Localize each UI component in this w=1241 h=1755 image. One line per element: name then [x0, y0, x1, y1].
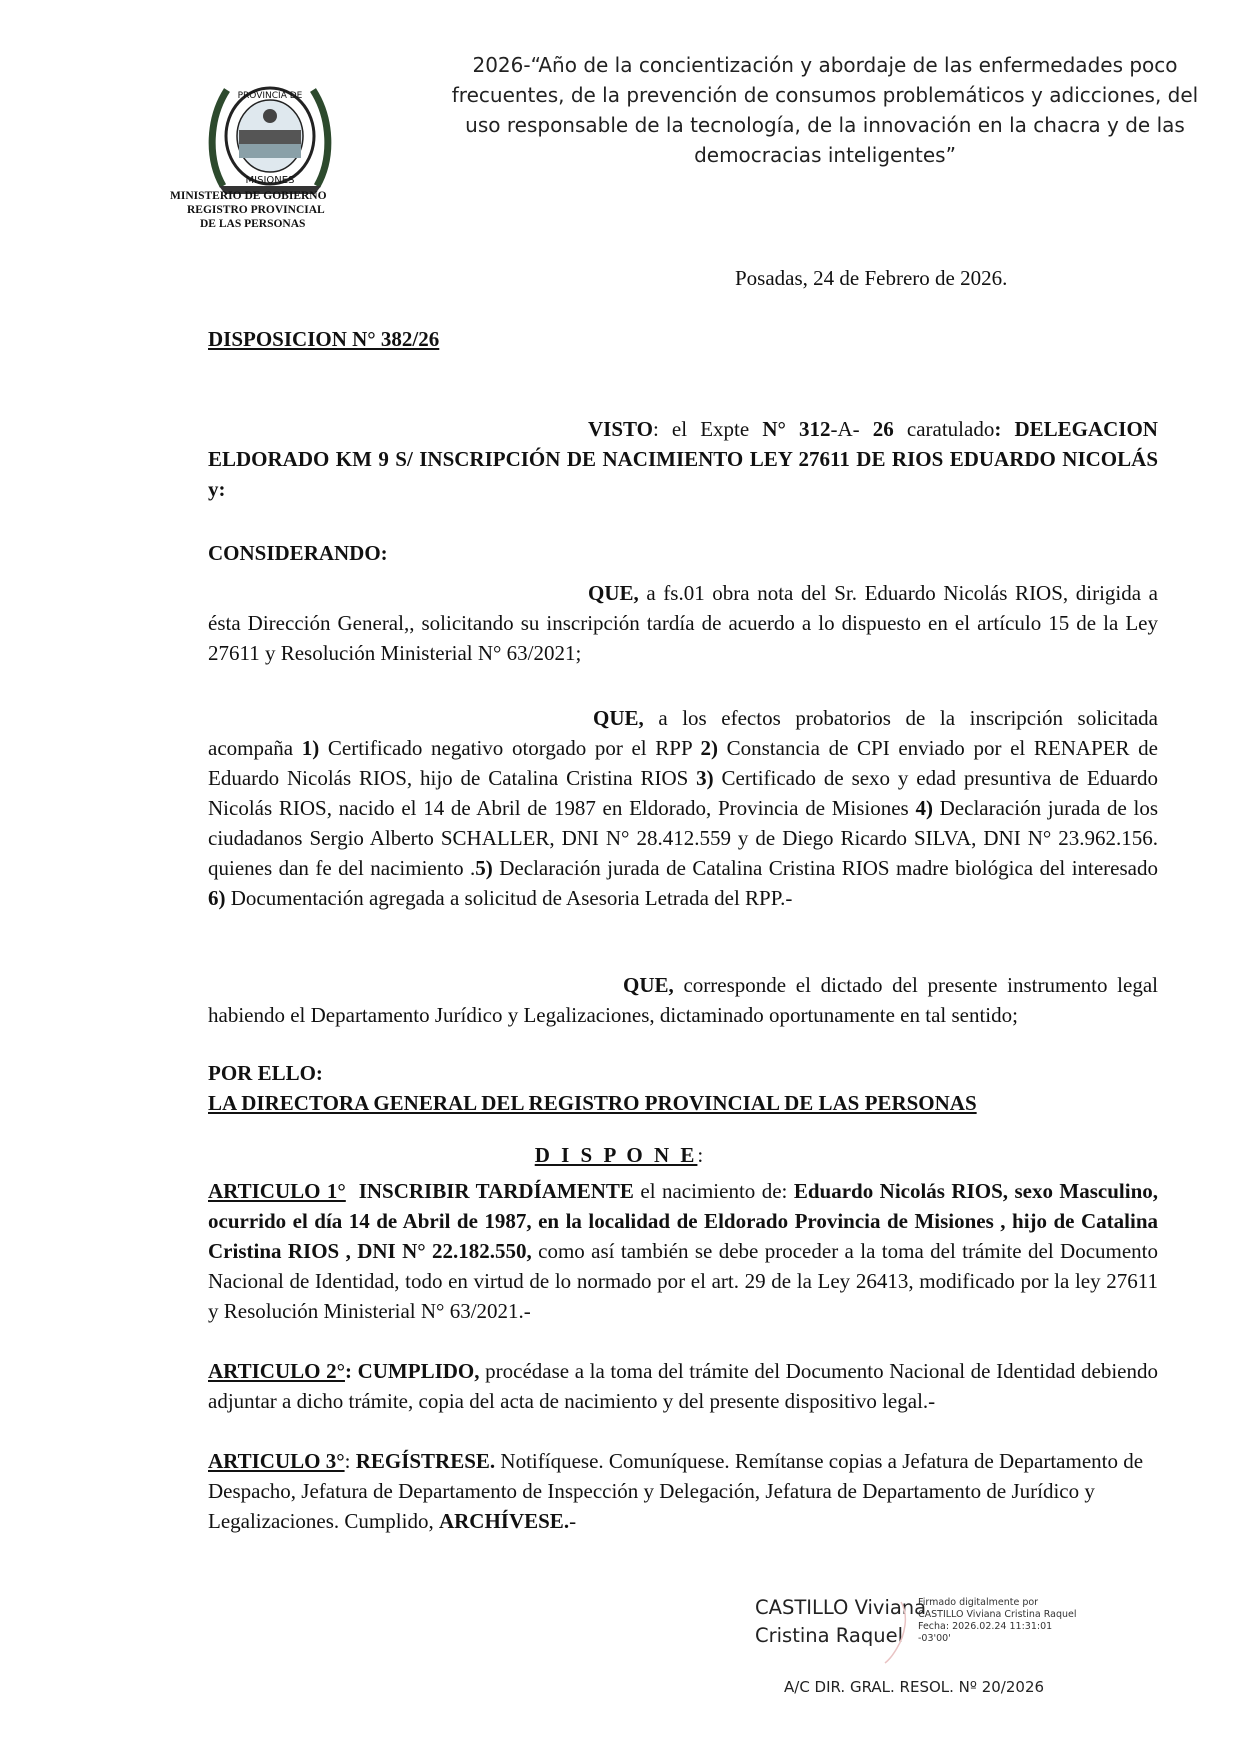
- crest-top-text: PROVINCIA DE: [237, 91, 303, 101]
- date-line: Posadas, 24 de Febrero de 2026.: [735, 266, 1008, 290]
- ministry-line-2: REGISTRO PROVINCIAL: [187, 204, 325, 216]
- signature-mark-icon: [883, 1600, 913, 1665]
- crest-bottom-text: MISIONES: [245, 175, 295, 186]
- que-paragraph-2: QUE, a los efectos probatorios de la inscripción solicitada acompaña 1) Certificado negativo otorgado por el RPP 2) Constancia de CPI enviado por el RENAPER de Eduardo Nicolás RIOS, hijo de Catalina Cristina RIOS 3) Certificado de sexo y edad presuntiva de Eduardo Nicolás RIOS, nacido el 14 de Abril de 1987 en Eldorado, Provincia de Misiones 4) Declaración jurada de los ciudadanos Sergio Alberto SCHALLER, DNI N° 28.412.559 y de Diego Ricardo SILVA, DNI N° 23.962.156. quienes dan fe del nacimiento .5) Declaración jurada de Catalina Cristina RIOS madre biológica del interesado 6) Documentación agregada a solicitud de Asesoria Letrada del RPP.-: [208, 706, 1158, 910]
- resolution-line: A/C DIR. GRAL. RESOL. Nº 20/2026: [784, 1678, 1045, 1696]
- visto-caption: : DELEGACION ELDORADO KM 9 S/ INSCRIPCIÓN DE NACIMIENTO LEY 27611 DE RIOS EDUARDO NICOLÁS y:: [208, 417, 1158, 501]
- disposicion-title: DISPOSICION N° 382/26: [208, 327, 440, 351]
- header-motto: 2026-“Año de la concientización y abordaje de las enfermedades poco frecuentes, de la prevención de consumos problemáticos y adicciones, del uso responsable de la tecnología, de la innovación en la chacra y de las democracias inteligentes”: [451, 53, 1199, 167]
- que-paragraph-1: QUE, a fs.01 obra nota del Sr. Eduardo Nicolás RIOS, dirigida a ésta Dirección General,, solicitando su inscripción tardía de acuerdo a lo dispuesto en el artículo 15 de la Ley 27611 y Resolución Ministerial N° 63/2021;: [208, 581, 1158, 665]
- articulo-3: ARTICULO 3°: REGÍSTRESE. Notifíquese. Comuníquese. Remítanse copias a Jefatura de Departamento de Despacho, Jefatura de Departamento de Inspección y Delegación, Jefatura de Departamento de Jurídico y Legalizaciones. Cumplido, ARCHÍVESE.-: [208, 1449, 1144, 1533]
- que-paragraph-3: QUE, corresponde el dictado del presente instrumento legal habiendo el Departamento Jurídico y Legalizaciones, dictaminado oportunamente en tal sentido;: [208, 973, 1158, 1027]
- articulo-1-label: ARTICULO 1°: [208, 1179, 346, 1203]
- digital-signature-details: Firmado digitalmente por CASTILLO Viviana Cristina Raquel Fecha: 2026.02.24 11:31:01 -03'00': [918, 1597, 1077, 1644]
- visto-label: VISTO: [588, 417, 653, 441]
- ministry-line-3: DE LAS PERSONAS: [200, 218, 306, 230]
- considerando-label: CONSIDERANDO:: [208, 541, 388, 565]
- province-crest-logo: [205, 78, 335, 196]
- dispone-heading: D I S P O N E:: [534, 1143, 707, 1167]
- por-ello: POR ELLO:: [208, 1061, 323, 1085]
- articulo-2-label: ARTICULO 2°: [208, 1359, 345, 1383]
- visto-paragraph: VISTO: el Expte N° 312-A- 26 caratulado: DELEGACION ELDORADO KM 9 S/ INSCRIPCIÓN DE NACIMIENTO LEY 27611 DE RIOS EDUARDO NICOLÁS y:: [208, 417, 1158, 501]
- articulo-2: ARTICULO 2°: CUMPLIDO, procédase a la toma del trámite del Documento Nacional de Identidad debiendo adjuntar a dicho trámite, copia del acta de nacimiento y del presente dispositivo legal.-: [208, 1359, 1159, 1413]
- ministry-line-1: MINISTERIO DE GOBIERNO: [170, 190, 327, 202]
- articulo-3-label: ARTICULO 3°: [208, 1449, 345, 1473]
- ministry-block: [170, 189, 370, 231]
- articulo-1: ARTICULO 1° INSCRIBIR TARDÍAMENTE el nacimiento de: Eduardo Nicolás RIOS, sexo Masculino, ocurrido el día 14 de Abril de 1987, en la localidad de Eldorado Provincia de Misiones , hijo de Catalina Cristina RIOS , DNI N° 22.182.550, como así también se debe proceder a la toma del trámite del Documento Nacional de Identidad, todo en virtud de lo normado por el art. 29 de la Ley 26413, modificado por la ley 27611 y Resolución Ministerial N° 63/2021.-: [208, 1179, 1159, 1323]
- signature-name: CASTILLO Viviana Cristina Raquel: [755, 1596, 927, 1647]
- directora-heading: LA DIRECTORA GENERAL DEL REGISTRO PROVINCIAL DE LAS PERSONAS: [208, 1091, 977, 1115]
